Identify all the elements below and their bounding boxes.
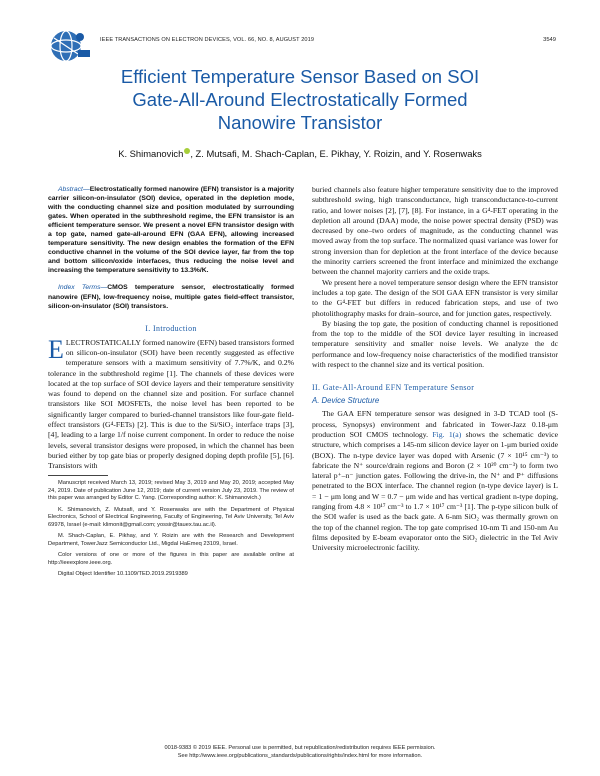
- intro-paragraph-continued: buried channels also feature higher temperature sensitivity due to the improved subthreshold swing, high transconductance, high transconductance-to-current ratio, and lower noises [2], [7], [8]. For instance, in a G⁴-FET operating in the depletion all around (DAA) mode, the noise power spectral density (PSD) was decreased by one–two orders of magnitude, as the conducting channel was moved away from the top surface. The normalized quasi variance was lower for strong inversion than for depletion at the front interface of the device because the minority carriers screened the front interface and minimized the exchange between the channel majority carriers and the oxide traps.: [312, 185, 558, 277]
- footnote-divider: [48, 475, 108, 476]
- abstract-dash: —: [82, 186, 90, 193]
- abstract-text: Electrostatically formed nanowire (EFN) transistor is a majority carrier silicon-on-insulator (SOI) device, operated in the depletion mode, with the conducting channel size and position modulated by surrounding gates. When operated in the subthreshold regime, the EFN transistor is an efficient temperature sensor. We present a novel EFN transistor design with a top gate, named gate-all-around EFN (GAA EFN), allowing increased temperature sensitivity. The new design enables the formation of the EFN conductive channel in the volume of the SOI device layer, far from the top and bottom silicon/oxide interfaces, thus reducing the noise level and increasing the temperature sensitivity to 13.3%/K.: [48, 186, 294, 275]
- paper-title: [60, 65, 540, 134]
- section-heading-introduction: I. Introduction: [145, 323, 197, 333]
- index-terms-label: Index Terms: [58, 284, 101, 292]
- copyright-line: 0018-9383 © 2019 IEEE. Personal use is permitted, but republication/redistribution requires IEEE permission.: [164, 745, 436, 751]
- footnote-color-versions: Color versions of one or more of the figures in this paper are available online at http://ieeexplore.ieee.org.: [48, 552, 294, 566]
- title-line: Nanowire Transistor: [217, 112, 383, 133]
- title-line: Gate-All-Around Electrostatically Formed: [132, 89, 468, 110]
- page-header: [48, 28, 556, 68]
- footnote-affiliation-towerjazz: M. Shach-Caplan, E. Pikhay, and Y. Roizin are with the Research and Development Department, TowerJazz Semiconductor Ltd., Migdal HaEmeq 23109, Israel.: [48, 533, 294, 547]
- device-structure-text-b: shows the schematic device structure, which comprises a 145-nm silicon device layer on 1-μm buried oxide (BOX). The n-type device layer was doped with Arsenic (7 × 10¹⁵ cm⁻³) to fabricate the N⁺ source/drain regions and Boron (2 × 10²⁰ cm⁻³) to form two lateral p⁺–n⁻ junction gates. Following the drive-in, the N⁺ and P⁺ diffusions penetrated to the BOX interface. The channel region (n-type device layer) is L = 1 − μm long and W = 0.7 − μm wide and has vertical gradient n-type doping, ranging from 4.8 × 10¹⁷ cm⁻³ to 1.7 × 10¹⁷ cm⁻³ [1]. The p-type silicon bulk of the SOI wafer is used as the back gate. A 6-nm SiO₂ was thermally grown on the top of the channel region. The top gate comprised 10-nm Ti and 150-nm Au films deposited by E-beam evaporator onto the SiO₂ dielectric in the Tel Aviv University microelectronic facility.: [312, 429, 558, 553]
- section-heading-gaa-efn: II. Gate-All-Around EFN Temperature Sensor: [312, 383, 475, 393]
- other-authors: , Z. Mutsafi, M. Shach-Caplan, E. Pikhay, Y. Roizin, and Y. Rosenwaks: [190, 148, 482, 159]
- drop-cap: E: [48, 334, 64, 364]
- intro-paragraph-3: By biasing the top gate, the position of conducting channel is repositioned from the top to the middle of the SOI device layer resulting in increased temperature sensitivity and smaller noise levels. We analyze the dc performance and low-frequency noise characteristics of the modified transistor with respect to the channel size and its vertical position.: [312, 318, 558, 370]
- ieee-eds-logo-icon: [48, 28, 94, 64]
- index-terms: [48, 283, 294, 310]
- abstract: [48, 185, 294, 275]
- running-head: IEEE TRANSACTIONS ON ELECTRON DEVICES, VOL. 66, NO. 8, AUGUST 2019: [100, 37, 315, 43]
- rights-link-line: See http://www.ieee.org/publications_standards/publications/rights/index.html for more information.: [177, 752, 423, 759]
- device-structure-paragraph: [312, 409, 558, 553]
- left-column: [48, 185, 294, 579]
- first-author: K. Shimanovich: [118, 148, 184, 159]
- author-list: [60, 148, 540, 159]
- footnote-affiliation-tau: K. Shimanovich, Z. Mutsafi, and Y. Rosenwaks are with the Department of Physical Electronics, School of Electrical Engineering, Faculty of Engineering, Tel Aviv University, Tel Aviv 69978, Israel (e-mail: klimonit@gmail.com; yossir@tauex.tau.ac.il).: [48, 506, 294, 528]
- intro-paragraph-2: We present here a novel temperature sensor design where the EFN transistor includes a top gate. The design of the SOI GAA EFN transistor is very similar to the G⁴-FET but differs in reduced fabrication steps, and use of two photolithography masks for drain–source, and for junction gates, respectively.: [312, 277, 558, 318]
- right-column: [312, 185, 558, 554]
- page-footer: [0, 745, 600, 760]
- abstract-label: Abstract: [58, 186, 83, 193]
- footnote-doi: Digital Object Identifier 10.1109/TED.2019.2919389: [58, 571, 188, 578]
- footnote-manuscript: Manuscript received March 13, 2019; revised May 3, 2019 and May 20, 2019; accepted May 24, 2019. Date of publication June 12, 2019; date of current version July 23, 2019. The review of this paper was arranged by Editor C. Yang. (Corresponding author: K. Shimanovich.): [48, 480, 294, 502]
- figure-link[interactable]: Fig. 1(a): [432, 429, 462, 439]
- device-structure-text-a: The GAA EFN temperature sensor was designed in 3-D TCAD tool (S-process, Synopsys) environment and fabricated in Tower-Jazz 0.18-μm production SOI CMOS technology.: [312, 409, 558, 439]
- index-terms-dash: —: [100, 284, 108, 292]
- subsection-heading-device-structure: A. Device Structure: [312, 396, 380, 406]
- intro-paragraph-text: LECTROSTATICALLY formed nanowire (EFN) based transistors formed on silicon-on-insulator (SOI) have been recently suggested as effective temperature sensors with a maximum sensitivity of 7.7%/K, and 0.2% tolerance in the subthreshold regime [1]. The channels of these devices were located at the top surface of SOI device layers and their temperature sensitivity was found to depend on the channel size and position. For surface channel transistors like SOI MOSFETs, the noise level has been reported to be significantly larger compared to buried-channel transistors like four-gate field-effect transistors (G⁴-FETs) [2]. This is due to the Si/SiO₂ interface traps [3], [4], leading to a large 1/f noise current component. In order to reduce the noise levels, several transistor designs were proposed, in which the channel has been buried either by top gate bias or properly designed doping depth profile [5], [6]. Transistors with: [48, 337, 294, 471]
- title-line: Efficient Temperature Sensor Based on SOI: [120, 66, 480, 87]
- index-terms-text: CMOS temperature sensor, electrostatically formed nanowire (EFN), low-frequency noise, multiple gates field-effect transistor, silicon-on-insulator (SOI) transistors.: [48, 284, 294, 310]
- page-number: 3549: [543, 37, 556, 43]
- intro-paragraph: [48, 334, 294, 472]
